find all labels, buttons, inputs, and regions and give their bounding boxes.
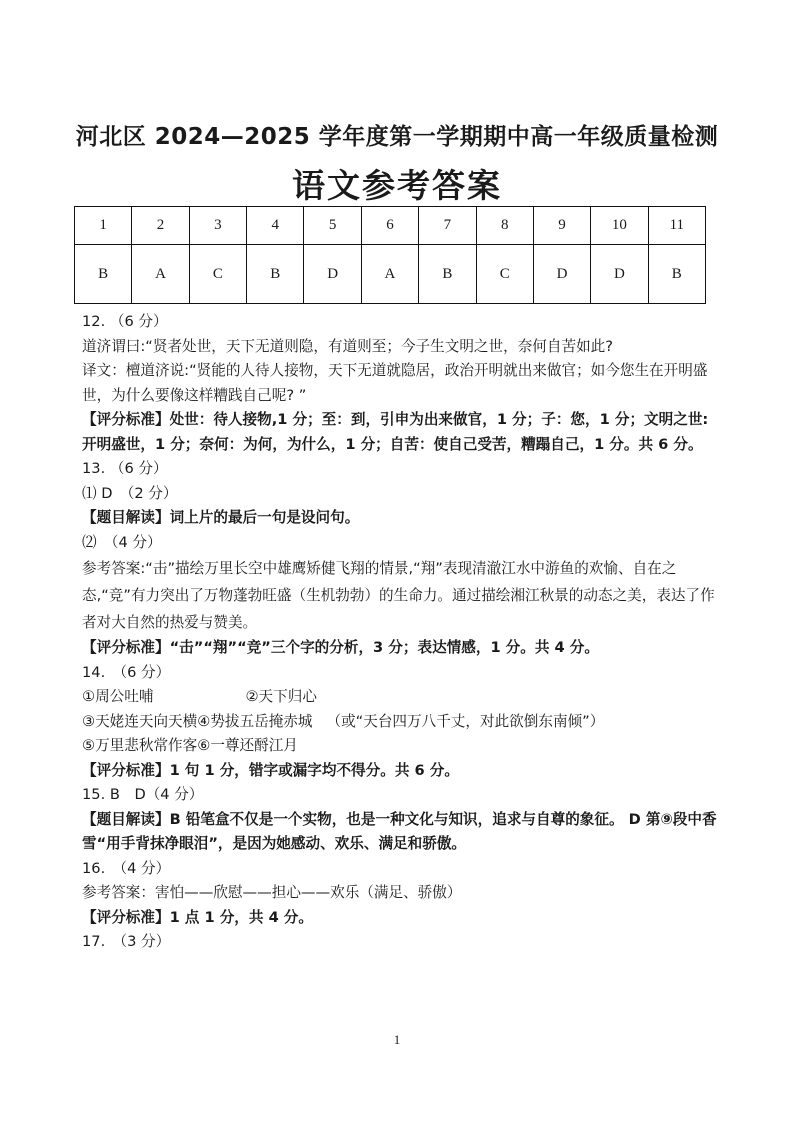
q15-note: 【题目解读】B 铅笔盒不仅是一个实物，也是一种文化与知识，追求与自尊的象征。 D 第⑨段中香雪“用手背抹净眼泪”，是因为她感动、欢乐、满足和骄傲。 [82, 810, 717, 852]
q13-heading: 13. （6 分） [82, 460, 168, 477]
question-number-cell: 2 [132, 207, 189, 245]
q13-part2: ⑵ （4 分） [82, 533, 162, 551]
question-number-cell: 4 [247, 207, 304, 245]
answer-cell: C [189, 245, 246, 304]
document-subtitle: 语文参考答案 [292, 166, 502, 205]
question-number-cell: 5 [304, 207, 361, 245]
q16-heading: 16. （4 分） [82, 859, 171, 877]
answer-cell: B [75, 245, 132, 304]
q17-heading: 17. （3 分） [82, 933, 171, 950]
answer-cell: D [533, 245, 590, 304]
question-number-cell: 11 [648, 207, 705, 245]
question-number-cell: 6 [361, 207, 418, 245]
q16-answer: 参考答案：害怕——欣慰——担心——欢乐（满足、骄傲） [82, 884, 462, 901]
q15-heading: 15. B D（4 分） [82, 786, 204, 803]
q12-heading: 12. （6 分） [82, 313, 168, 330]
q13-part1: ⑴ D （2 分） [82, 484, 178, 502]
page-number: 1 [393, 1032, 401, 1047]
q13-part2-answer: 参考答案:“击”描绘万里长空中雄鹰矫健飞翔的情景,“翔”表现清澈江水中游鱼的欢愉、自在之态,“竞”有力突出了万物蓬勃旺盛（生机勃勃）的生命力。通过描绘湘江秋景的动态之美，表达了作者对大自然的热爱与赞美。 [82, 560, 715, 631]
q14-line1 [82, 685, 718, 710]
q14-answer-3: ③天姥连天向天横④势拔五岳掩赤城 [82, 712, 313, 730]
answer-cell: A [132, 245, 189, 304]
q12-scoring: 【评分标准】处世：待人接物,1 分；至：到，引申为出来做官，1 分；子：您，1 分；文明之世:开明盛世，1 分；奈何：为何，为什么，1 分；自苦：使自己受苦，糟蹋自己，1 分。共 6 分。 [82, 411, 709, 453]
q13-part1-note: 【题目解读】词上片的最后一句是设问句。 [82, 509, 360, 526]
answer-cell: C [476, 245, 533, 304]
question-number-cell: 7 [419, 207, 476, 245]
q14-line2 [82, 710, 718, 735]
q14-answer-5: ⑤万里悲秋常作客⑥一尊还酹江月 [82, 737, 298, 754]
question-number-cell: 3 [189, 207, 246, 245]
question-number-cell: 9 [533, 207, 590, 245]
answer-table-answer-row [75, 245, 706, 304]
q14-answer-2: ②天下归心 [245, 688, 317, 705]
q12-translation: 译文：檀道济说:“贤能的人待人接物，天下无道就隐居，政治开明就出来做官；如今您生在开明盛世，为什么要像这样糟践自己呢? ” [82, 362, 708, 404]
q14-answer-1: ①周公吐哺 [82, 688, 154, 705]
q13-scoring: 【评分标准】“击”“翔”“竞”三个字的分析，3 分；表达情感，1 分。共 4 分。 [82, 639, 599, 656]
q12-original-text: 道济谓曰:“贤者处世，天下无道则隐，有道则至；今子生文明之世，奈何自苦如此? [82, 337, 614, 355]
answer-cell: A [361, 245, 418, 304]
q16-scoring: 【评分标准】1 点 1 分，共 4 分。 [82, 908, 313, 926]
question-number-cell: 10 [591, 207, 648, 245]
answer-cell: D [304, 245, 361, 304]
question-number-cell: 8 [476, 207, 533, 245]
q14-answer-3-alt: （或“天台四万八千丈，对此欲倒东南倾”） [326, 712, 605, 730]
answer-cell: D [591, 245, 648, 304]
answer-cell: B [419, 245, 476, 304]
answer-cell: B [648, 245, 705, 304]
q14-scoring: 【评分标准】1 句 1 分，错字或漏字均不得分。共 6 分。 [82, 761, 459, 779]
answer-cell: B [247, 245, 304, 304]
answer-table-number-row [75, 207, 706, 245]
answer-table [74, 206, 706, 304]
question-number-cell: 1 [75, 207, 132, 245]
q14-heading: 14. （6 分） [82, 663, 171, 681]
answer-body [82, 310, 718, 955]
document-title: 河北区 2024—2025 学年度第一学期期中高一年级质量检测 [75, 124, 719, 150]
